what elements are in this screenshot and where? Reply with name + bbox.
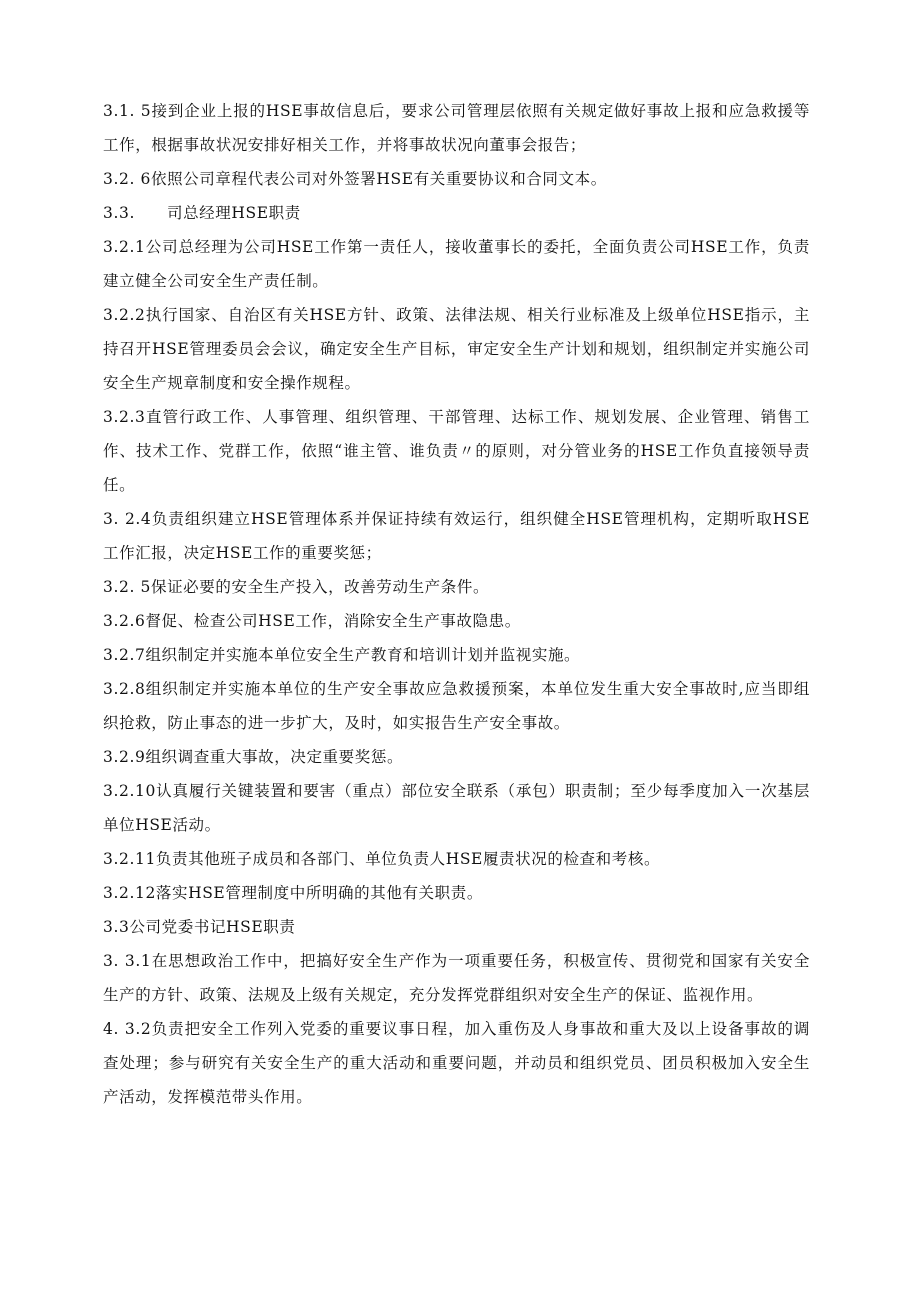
section-heading-number: 3.3. (103, 204, 135, 222)
paragraph-3-2-11: 3.2.11负责其他班子成员和各部门、单位负责人HSE履责状况的检查和考核。 (103, 850, 661, 868)
paragraph-3-2-4: 3. 2.4负责组织建立HSE管理体系并保证持续有效运行，组织健全HSE管理机构，定期听取HSE工作汇报，决定HSE工作的重要奖惩； (103, 510, 810, 562)
paragraph-3-2-1: 3.2.1公司总经理为公司HSE工作第一责任人，接收董事长的委托，全面负责公司HSE工作，负责建立健全公司安全生产责任制。 (103, 238, 810, 290)
paragraph-3-3-1: 3. 3.1在思想政治工作中，把搞好安全生产作为一项重要任务，积极宣传、贯彻党和国家有关安全生产的方针、政策、法规及上级有关规定，充分发挥党群组织对安全生产的保证、监视作用。 (103, 952, 810, 1004)
paragraph-3-2-6b: 3.2.6督促、检查公司HSE工作，消除安全生产事故隐患。 (103, 612, 521, 630)
paragraph-3-2-2: 3.2.2执行国家、自治区有关HSE方针、政策、法律法规、相关行业标准及上级单位HSE指示，主持召开HSE管理委员会会议，确定安全生产目标，审定安全生产计划和规划，组织制定并实施公司安全生产规章制度和安全操作规程。 (103, 306, 810, 392)
section-heading-general-manager (103, 196, 810, 230)
section-heading-party-secretary: 3.3公司党委书记HSE职责 (103, 918, 296, 936)
paragraph-3-2-8: 3.2.8组织制定并实施本单位的生产安全事故应急救援预案，本单位发生重大安全事故时,应当即组织抢救，防止事态的进一步扩大，及时，如实报告生产安全事故。 (103, 680, 810, 732)
paragraph-3-1-5: 3.1. 5接到企业上报的HSE事故信息后，要求公司管理层依照有关规定做好事故上报和应急救援等工作，根据事故状况安排好相关工作，并将事故状况向董事会报告； (103, 102, 810, 154)
paragraph-3-2-9: 3.2.9组织调查重大事故，决定重要奖惩。 (103, 748, 404, 766)
paragraph-3-2-5: 3.2. 5保证必要的安全生产投入，改善劳动生产条件。 (103, 578, 490, 596)
section-heading-text: 司总经理HSE职责 (166, 204, 301, 222)
paragraph-3-2-3: 3.2.3直管行政工作、人事管理、组织管理、干部管理、达标工作、规划发展、企业管理、销售工作、技术工作、党群工作，依照“谁主管、谁负责〃的原则，对分管业务的HSE工作负直接领导责任。 (103, 408, 810, 494)
paragraph-3-2-12: 3.2.12落实HSE管理制度中所明确的其他有关职责。 (103, 884, 483, 902)
paragraph-3-2-10: 3.2.10认真履行关键装置和要害（重点）部位安全联系（承包）职责制；至少每季度加入一次基层单位HSE活动。 (103, 782, 810, 834)
paragraph-3-2-6: 3.2. 6依照公司章程代表公司对外签署HSE有关重要协议和合同文本。 (103, 170, 607, 188)
paragraph-4-3-2: 4. 3.2负责把安全工作列入党委的重要议事日程，加入重伤及人身事故和重大及以上设备事故的调查处理；参与研究有关安全生产的重大活动和重要问题，并动员和组织党员、团员积极加入安全生产活动，发挥模范带头作用。 (103, 1020, 810, 1106)
paragraph-3-2-7: 3.2.7组织制定并实施本单位安全生产教育和培训计划并监视实施。 (103, 646, 581, 664)
